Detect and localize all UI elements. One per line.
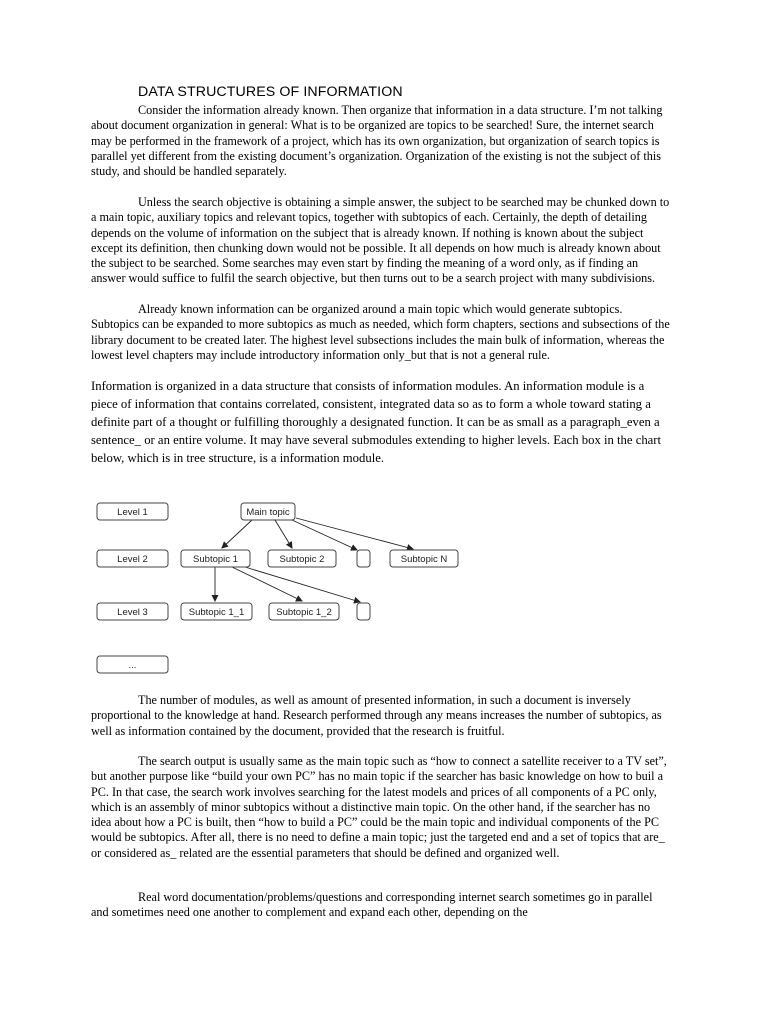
level-box-ellipsis [97, 656, 168, 673]
subtopic-1-2-box [269, 603, 339, 620]
svg-text:Level 3: Level 3 [117, 607, 148, 618]
edge-main-sub2 [275, 520, 292, 548]
svg-text:Subtopic 2: Subtopic 2 [279, 554, 325, 565]
subtopic-2-box [268, 550, 336, 567]
paragraph-1: Consider the information already known. Then organize that information in a data structure. I’m not talking about document organization in general: What is to be organized are topics to be searched! Sure, the internet search may be performed in the framework of a project, which has its own organization, but organization of search topics is parallel yet different from the existing document’s organization. Organization of the existing is not the subject of this study, and should be handled separately. [91, 103, 663, 179]
paragraph-2: Unless the search objective is obtaining a simple answer, the subject to be searched may be chunked down to a main topic, auxiliary topics and relevant topics, together with subtopics of each. Certainly, the depth of detailing depends on the volume of information on the subject that is already known. If nothing is known about the subject except its definition, then chunking down would not be possible. It all depends on how much is already known about the subject to be searched. Some searches may even start by finding the meaning of a word only, as if finding an answer would suffice to fulfil the search objective, but then turns out to be a search project with many subdivisions. [91, 195, 670, 286]
main-topic-box [241, 503, 295, 520]
paragraph-3: Already known information can be organized around a main topic which would generate subtopics. Subtopics can be expanded to more subtopics as much as needed, which form chapters, sections and subsections of the library document to be created later. The highest level subsections includes the main bulk of information, whereas the lowest level chapters may include introductory information only_but that is not a general rule. [91, 302, 670, 362]
subtopic-1-1-box [181, 603, 252, 620]
svg-text:Subtopic 1_1: Subtopic 1_1 [188, 607, 245, 618]
level-box-2 [97, 550, 168, 567]
subtopic-1-empty-box [357, 603, 370, 620]
svg-text:Subtopic 1: Subtopic 1 [193, 554, 238, 565]
level-box-3 [97, 603, 168, 620]
level-box-1 [97, 503, 168, 520]
svg-text:Level 2: Level 2 [117, 554, 148, 565]
edge-sub1-sub13 [245, 567, 360, 602]
subtopic-empty-box [357, 550, 370, 567]
document-title: DATA STRUCTURES OF INFORMATION [138, 84, 403, 100]
subtopic-1-box [181, 550, 250, 567]
paragraph-7: Real word documentation/problems/questions and corresponding internet search sometimes go in parallel and sometimes need one another to complement and expand each other, depending on the [91, 890, 653, 920]
paragraph-5: The number of modules, as well as amount of presented information, in such a document is inversely proportional to the knowledge at hand. Research performed through any means increases the number of subtopics, as well as information contained by the document, provided that the research is fruitful. [91, 693, 662, 738]
paragraph-4: Information is organized in a data structure that consists of information modules. An information module is a piece of information that contains correlated, consistent, integrated data so as to form a whole toward stating a definite part of a thought or fulfilling thoroughly a designated function. It can be as small as a paragraph_even a sentence_ or an entire volume. It may have several submodules extending to higher levels. Each box in the chart below, which is in tree structure, is a information module. [91, 379, 662, 465]
svg-text:...: ... [128, 660, 137, 671]
svg-text:Subtopic N: Subtopic N [400, 554, 448, 565]
edge-sub1-sub12 [232, 567, 302, 601]
paragraph-6: The search output is usually same as the main topic such as “how to connect a satellite receiver to a TV set”, but another purpose like “build your own PC” has no main topic if the searcher has basic knowledge on how to buil a PC. In that case, the search work involves searching for the latest models and prices of all components of a PC only, which is an assembly of minor subtopics without a distinctive main topic. On the other hand, if the searcher has no idea about how a PC is built, then “how to build a PC” could be the main topic and individual components of the PC would be subtopics. After all, there is no need to define a main topic; just the targeted end and a set of topics that are_ or considered as_ related are the essential parameters that should be defined and organized well. [91, 754, 667, 860]
edge-main-sub1 [222, 520, 252, 548]
svg-text:Main topic: Main topic [246, 507, 290, 518]
subtopic-n-box [390, 550, 458, 567]
edge-main-sub3 [292, 520, 357, 550]
svg-text:Subtopic 1_2: Subtopic 1_2 [276, 607, 332, 618]
edge-main-subN [296, 518, 413, 549]
svg-text:Level 1: Level 1 [117, 507, 148, 518]
